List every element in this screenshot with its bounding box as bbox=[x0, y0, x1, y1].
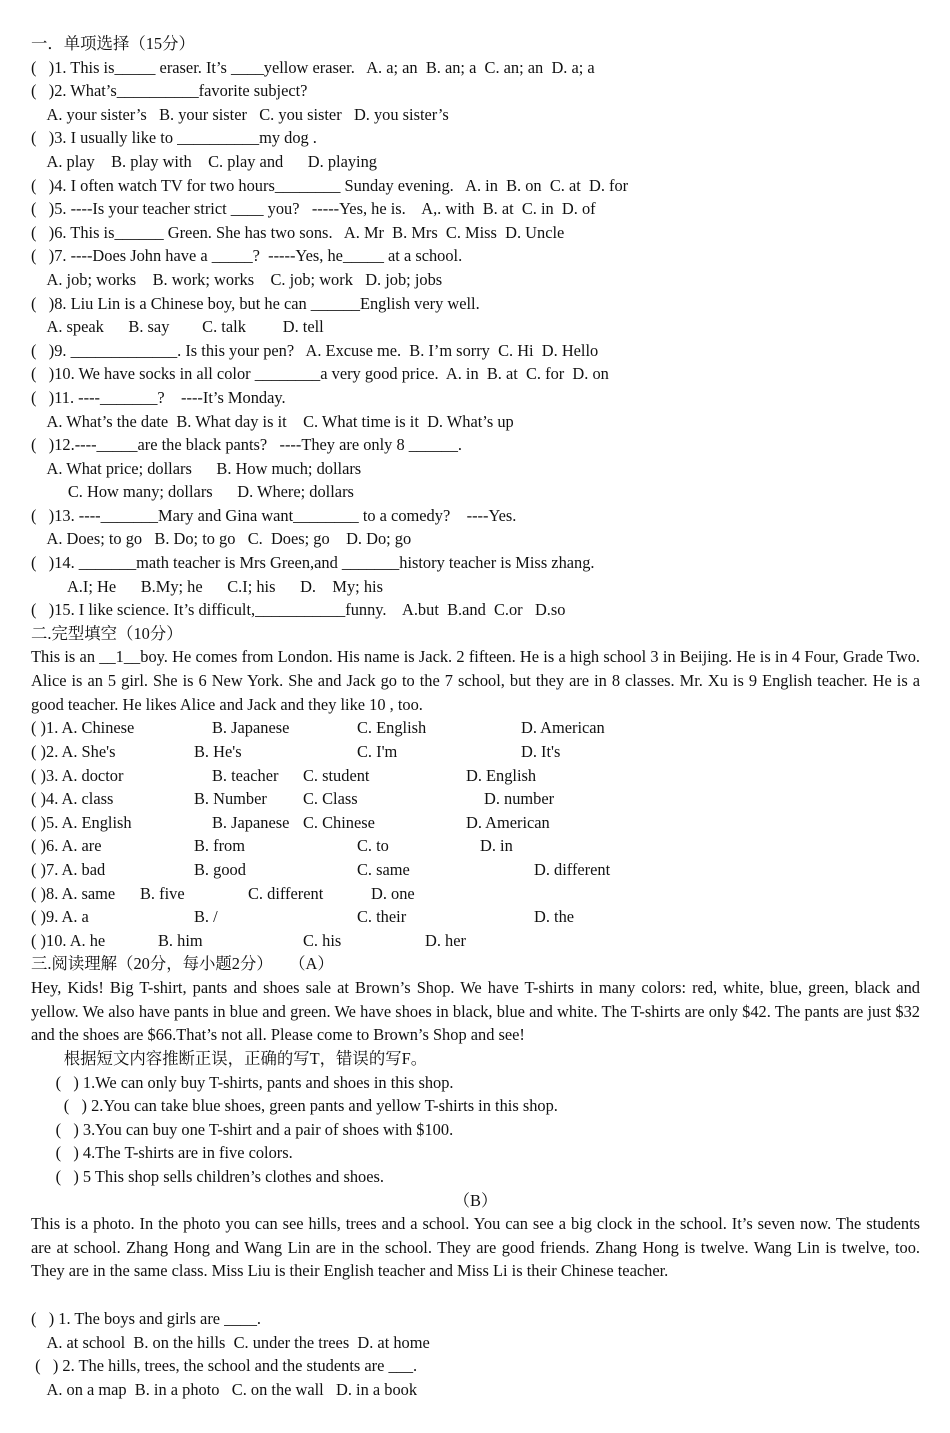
question-line: A. job; works B. work; works C. job; work D. job; jobs bbox=[31, 269, 443, 289]
question-line: A. What’s the date B. What day is it C. What time is it D. What’s up bbox=[31, 411, 514, 431]
cloze-option: ( )1. A. Chinese bbox=[31, 718, 135, 738]
cloze-option: ( )4. A. class bbox=[31, 789, 114, 809]
cloze-option: D. English bbox=[466, 765, 537, 785]
cloze-option: C. I'm bbox=[357, 742, 398, 762]
reading-passage-a: Hey, Kids! Big T-shirt, pants and shoes sale at Brown’s Shop. We have T-shirts in many colors: red, white, blue, green, black and yellow. We also have pants in blue and green. We have shoes in black, blue and white. The T-shirts are only $42. The pants are just $32 and the shoes are $66.That’s not all. Please come to Brown’s Shop and see! bbox=[31, 977, 920, 1045]
cloze-option: B. him bbox=[158, 930, 203, 950]
section2-title: 二.完型填空（10分） bbox=[31, 623, 183, 643]
reading-question-line: A. on a map B. in a photo C. on the wall D. in a book bbox=[31, 1379, 418, 1399]
section1-questions bbox=[31, 56, 920, 622]
reading-passage-b: This is a photo. In the photo you can see hills, trees and a school. You can see a big clock in the school. It’s seven now. The students are at school. Zhang Hong and Wang Lin are in the school. They are good friends. Zhang Hong is twelve. Wang Lin is twelve, too. They are in the same class. Miss Liu is their English teacher and Miss Li is their Chinese teacher. bbox=[31, 1214, 920, 1281]
reading-instruction: 根据短文内容推断正误，正确的写T，错误的写F。 bbox=[31, 1048, 428, 1068]
cloze-option: C. his bbox=[303, 930, 342, 950]
cloze-option-row bbox=[31, 929, 920, 953]
cloze-option: B. good bbox=[194, 860, 246, 879]
cloze-option: B. teacher bbox=[212, 765, 279, 785]
cloze-option: ( )9. A. a bbox=[31, 907, 89, 927]
cloze-option: D. one bbox=[371, 883, 415, 903]
cloze-option: C. their bbox=[357, 907, 407, 927]
cloze-option-row bbox=[31, 787, 920, 811]
cloze-option: ( )6. A. are bbox=[31, 836, 102, 856]
cloze-option: ( )2. A. She's bbox=[31, 742, 116, 762]
cloze-passage bbox=[31, 645, 920, 716]
cloze-option: ( )3. A. doctor bbox=[31, 765, 124, 785]
true-false-item: ( ) 2.You can take blue shoes, green pants and yellow T-shirts in this shop. bbox=[31, 1096, 558, 1116]
cloze-option: C. Chinese bbox=[303, 812, 375, 832]
cloze-option: D. the bbox=[534, 907, 575, 927]
question-line: ( )15. I like science. It’s difficult,___________funny. A.but B.and C.or D.so bbox=[31, 600, 566, 620]
cloze-option: C. same bbox=[357, 860, 410, 879]
cloze-option: B. He's bbox=[194, 742, 242, 762]
cloze-option: D. American bbox=[466, 812, 550, 832]
question-line: ( )5. ----Is your teacher strict ____ you? -----Yes, he is. A,. with B. at C. in D. of bbox=[31, 199, 596, 219]
cloze-option-row bbox=[31, 905, 920, 929]
cloze-option-row bbox=[31, 740, 920, 764]
cloze-option-row bbox=[31, 764, 920, 788]
section3-title: 三.阅读理解（20分，每小题2分） （A） bbox=[31, 954, 334, 974]
question-line: ( )9. _____________. Is this your pen? A. Excuse me. B. I’m sorry C. Hi D. Hello bbox=[31, 340, 599, 360]
cloze-option: C. different bbox=[248, 883, 324, 903]
reading-label-b: （B） bbox=[453, 1190, 498, 1210]
cloze-option: C. English bbox=[357, 718, 427, 738]
true-false-items bbox=[31, 1071, 920, 1189]
question-line: A. your sister’s B. your sister C. you sister D. you sister’s bbox=[31, 104, 449, 124]
cloze-option: B. Japanese bbox=[212, 812, 290, 832]
cloze-option-row bbox=[31, 834, 920, 858]
true-false-item: ( ) 3.You can buy one T-shirt and a pair of shoes with $100. bbox=[31, 1119, 454, 1139]
reading-question-line: A. at school B. on the hills C. under the trees D. at home bbox=[31, 1332, 430, 1352]
cloze-option: D. number bbox=[484, 789, 555, 809]
cloze-option: B. / bbox=[194, 907, 218, 927]
question-line: A. play B. play with C. play and D. playing bbox=[31, 151, 377, 171]
reading-b-questions bbox=[31, 1307, 920, 1401]
reading-question-line: ( ) 1. The boys and girls are ____. bbox=[31, 1309, 262, 1329]
cloze-passage-text: This is an __1__boy. He comes from London. His name is Jack. 2 fifteen. He is a high school 3 in Beijing. He is in 4 Four, Grade Two. Alice is an 5 girl. She is 6 New York. She and Jack go to the 7 school, but they are in 8 classes. Mr. Xu is 9 English teacher. He is a good teacher. He likes Alice and Jack and they like 10 , too. bbox=[31, 647, 920, 714]
cloze-option: B. Number bbox=[194, 789, 267, 809]
question-line: A.I; He B.My; he C.I; his D. My; his bbox=[31, 576, 383, 596]
question-line: ( )8. Liu Lin is a Chinese boy, but he can ______English very well. bbox=[31, 293, 480, 313]
question-line: ( )10. We have socks in all color ________a very good price. A. in B. at C. for D. on bbox=[31, 364, 609, 384]
cloze-option: D. in bbox=[480, 836, 513, 856]
reading-question-line: ( ) 2. The hills, trees, the school and the students are ___. bbox=[31, 1356, 418, 1376]
question-line: ( )7. ----Does John have a _____? -----Yes, he_____ at a school. bbox=[31, 246, 463, 266]
cloze-option-row bbox=[31, 858, 920, 882]
question-line: ( )6. This is______ Green. She has two sons. A. Mr B. Mrs C. Miss D. Uncle bbox=[31, 222, 565, 242]
section1-title: 一．单项选择（15分） bbox=[31, 34, 195, 53]
cloze-option: B. from bbox=[194, 836, 245, 856]
true-false-item: ( ) 5 This shop sells children’s clothes and shoes. bbox=[31, 1166, 384, 1186]
cloze-option: C. Class bbox=[303, 789, 358, 809]
cloze-option: ( )8. A. same bbox=[31, 883, 116, 903]
cloze-option: B. Japanese bbox=[212, 718, 290, 738]
cloze-option: D. It's bbox=[521, 742, 561, 762]
question-line: ( )2. What’s__________favorite subject? bbox=[31, 81, 308, 101]
true-false-item: ( ) 4.The T-shirts are in five colors. bbox=[31, 1143, 293, 1163]
question-line: A. speak B. say C. talk D. tell bbox=[31, 317, 324, 337]
question-line: ( )12.----_____are the black pants? ----They are only 8 ______. bbox=[31, 435, 463, 455]
cloze-option: D. American bbox=[521, 718, 605, 738]
cloze-option-row bbox=[31, 716, 920, 740]
cloze-option: ( )10. A. he bbox=[31, 930, 106, 950]
cloze-option: C. student bbox=[303, 765, 370, 785]
cloze-options bbox=[31, 716, 920, 952]
cloze-option: C. to bbox=[357, 836, 389, 856]
question-line: ( )14. _______math teacher is Mrs Green,and _______history teacher is Miss zhang. bbox=[31, 553, 595, 573]
cloze-option-row bbox=[31, 882, 920, 906]
question-line: ( )3. I usually like to __________my dog . bbox=[31, 128, 317, 148]
question-line: ( )1. This is_____ eraser. It’s ____yellow eraser. A. a; an B. an; a C. an; an D. a; a bbox=[31, 57, 595, 77]
cloze-option: B. five bbox=[140, 883, 185, 903]
question-line: A. Does; to go B. Do; to go C. Does; go D. Do; go bbox=[31, 529, 412, 549]
true-false-item: ( ) 1.We can only buy T-shirts, pants and shoes in this shop. bbox=[31, 1072, 454, 1092]
question-line: C. How many; dollars D. Where; dollars bbox=[31, 482, 354, 502]
cloze-option: D. different bbox=[534, 860, 611, 879]
cloze-option: D. her bbox=[425, 930, 466, 950]
cloze-option: ( )7. A. bad bbox=[31, 860, 106, 879]
question-line: A. What price; dollars B. How much; dollars bbox=[31, 458, 362, 478]
question-line: ( )13. ----_______Mary and Gina want________ to a comedy? ----Yes. bbox=[31, 505, 517, 525]
cloze-option-row bbox=[31, 811, 920, 835]
question-line: ( )11. ----_______? ----It’s Monday. bbox=[31, 387, 286, 407]
question-line: ( )4. I often watch TV for two hours________ Sunday evening. A. in B. on C. at D. for bbox=[31, 175, 629, 195]
cloze-option: ( )5. A. English bbox=[31, 812, 132, 832]
